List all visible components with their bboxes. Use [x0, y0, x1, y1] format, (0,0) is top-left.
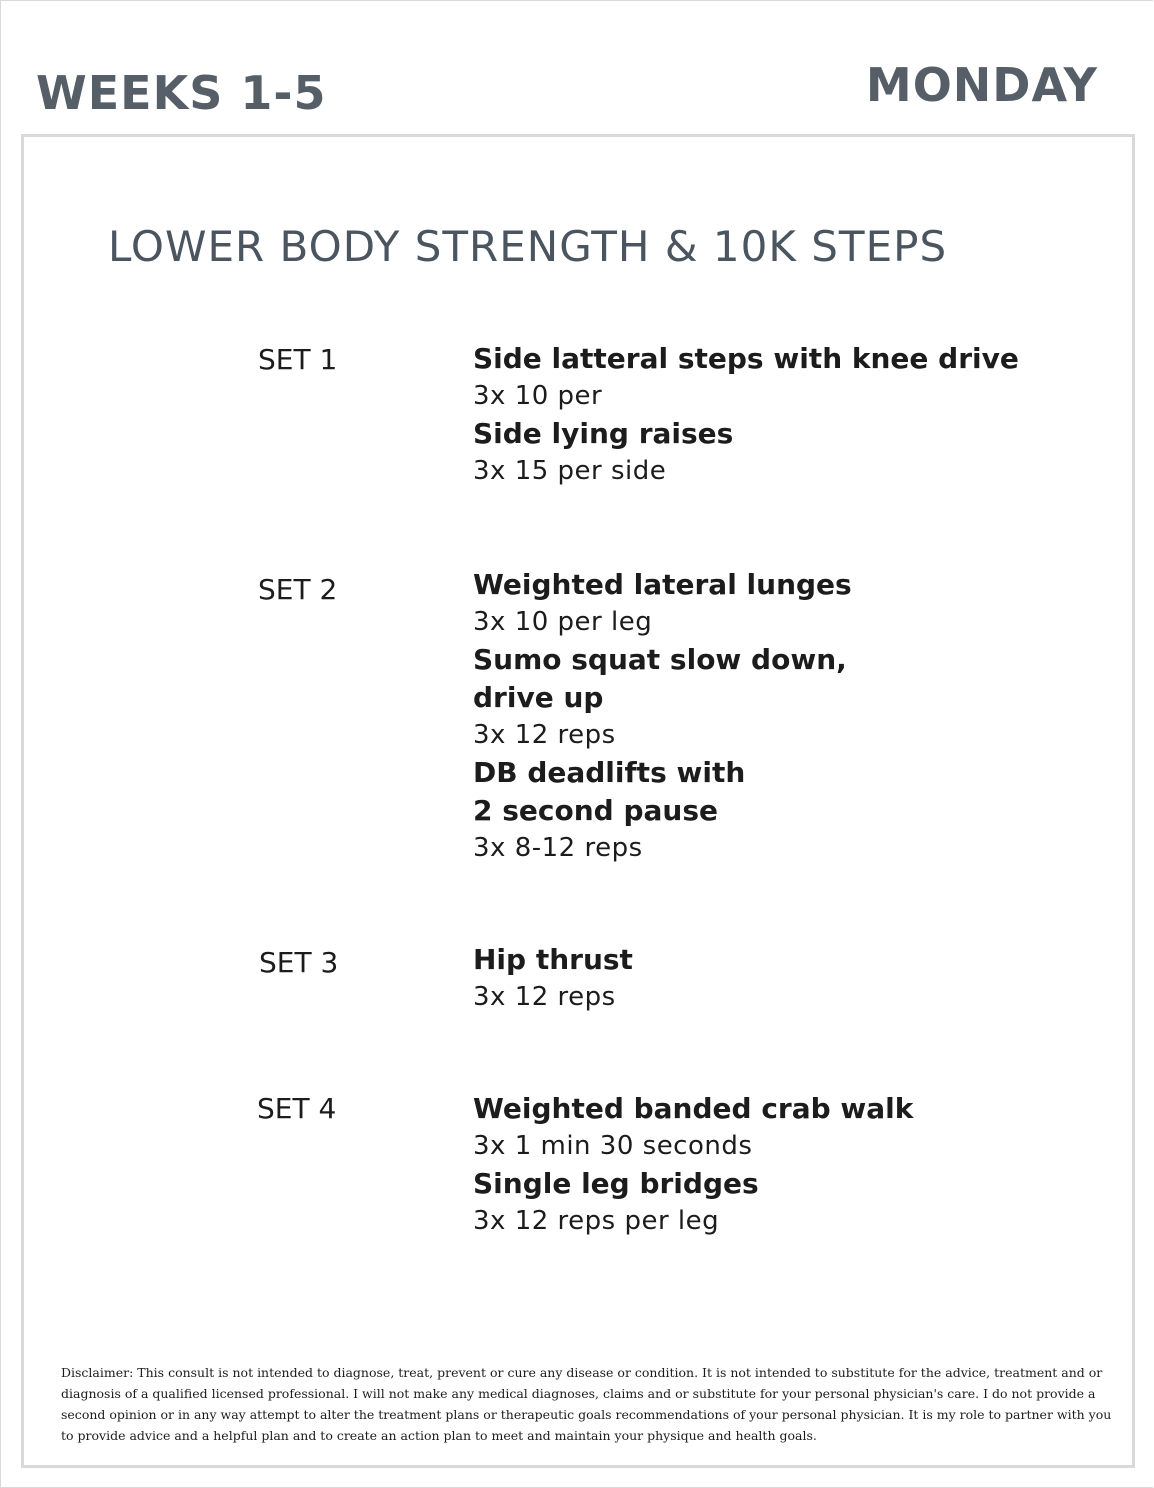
- exercise-detail: 3x 15 per side: [473, 456, 667, 486]
- set-2-exercises: [473, 566, 1113, 867]
- set-3-exercises: [473, 941, 1113, 1016]
- exercise-detail: 3x 12 reps per leg: [473, 1206, 720, 1236]
- set-1-exercises: [473, 340, 1113, 490]
- exercise-detail: 3x 8-12 reps: [473, 833, 643, 863]
- exercise-name: DB deadlifts with 2 second pause: [473, 756, 746, 827]
- set-3-label: SET 3: [259, 946, 339, 979]
- exercise-detail: 3x 10 per leg: [473, 607, 653, 637]
- set-4-exercises: [473, 1090, 1113, 1240]
- exercise-name: Hip thrust: [473, 943, 633, 976]
- exercise-name: Side latteral steps with knee drive: [473, 342, 1019, 375]
- exercise-detail: 3x 1 min 30 seconds: [473, 1131, 753, 1161]
- weeks-heading: WEEKS 1-5: [36, 66, 327, 120]
- exercise-detail: 3x 10 per: [473, 381, 603, 411]
- exercise-name: Single leg bridges: [473, 1167, 759, 1200]
- set-1-label: SET 1: [258, 343, 338, 376]
- exercise-name: Weighted lateral lunges: [473, 568, 852, 601]
- exercise-detail: 3x 12 reps: [473, 720, 616, 750]
- exercise-name: Sumo squat slow down, drive up: [473, 643, 847, 714]
- exercise-name: Weighted banded crab walk: [473, 1092, 914, 1125]
- disclaimer-text: Disclaimer: This consult is not intended to diagnose, treat, prevent or cure any disease or condition. It is not intended to substitute for the advice, treatment and or diagnosis of a qualified licensed professional. I will not make any medical diagnoses, claims and or substitute for your personal physician's care. I do not provide a second opinion or in any way attempt to alter the treatment plans or therapeutic goals recommendations of your personal physician. It is my role to partner with you to provide advice and a helpful plan and to create an action plan to meet and maintain your physique and health goals.: [61, 1365, 1112, 1443]
- set-4-label: SET 4: [257, 1092, 337, 1125]
- set-2-label: SET 2: [258, 573, 338, 606]
- workout-title: LOWER BODY STRENGTH & 10K STEPS: [108, 222, 948, 271]
- exercise-name: Side lying raises: [473, 417, 734, 450]
- exercise-detail: 3x 12 reps: [473, 982, 616, 1012]
- day-heading: MONDAY: [865, 58, 1098, 112]
